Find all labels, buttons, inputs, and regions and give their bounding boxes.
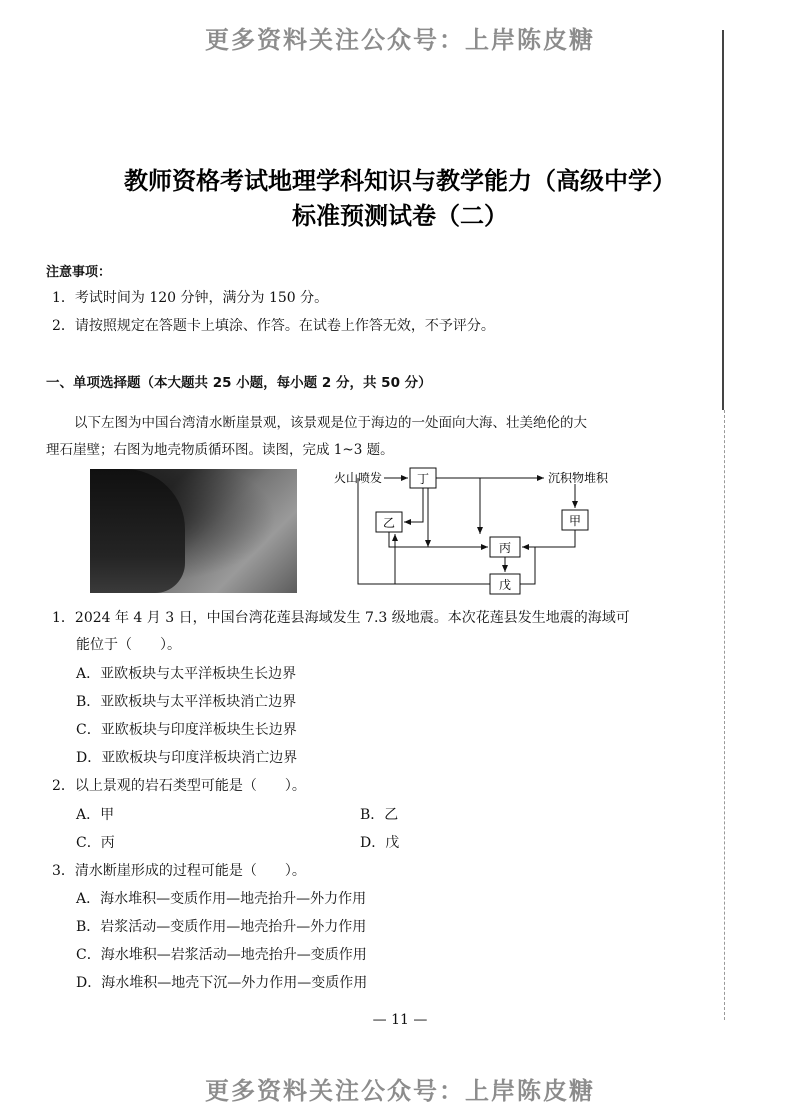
label-ding: 丁 (416, 472, 430, 486)
option-a: A．亚欧板块与太平洋板块生长边界 (76, 666, 297, 682)
paper-title-line2: 标准预测试卷（二） (292, 202, 508, 230)
option-a: A．甲 (76, 807, 115, 823)
watermark-top: 更多资料关注公众号：上岸陈皮糖 (205, 26, 595, 54)
crust-cycle-diagram (330, 462, 630, 602)
option-a: A．海水堆积—变质作用—地壳抬升—外力作用 (76, 891, 367, 907)
label-wu: 戊 (498, 578, 512, 592)
option-c: C．海水堆积—岩浆活动—地壳抬升—变质作用 (76, 947, 367, 963)
question-3-stem: 3．清水断崖形成的过程可能是（ ）。 (52, 863, 306, 879)
option-d: D．亚欧板块与印度洋板块消亡边界 (76, 750, 298, 766)
option-b: B．亚欧板块与太平洋板块消亡边界 (76, 694, 297, 710)
option-c: C．亚欧板块与印度洋板块生长边界 (76, 722, 297, 738)
option-d: D．戊 (360, 835, 400, 851)
question-2-stem: 2．以上景观的岩石类型可能是（ ）。 (52, 778, 306, 794)
binding-dotted-line (724, 410, 725, 1020)
label-yi: 乙 (382, 516, 396, 530)
option-b: B．乙 (360, 807, 399, 823)
page-number: — 11 — (372, 1012, 428, 1028)
section-heading: 一、单项选择题（本大题共 25 小题，每小题 2 分，共 50 分） (46, 375, 432, 391)
label-volcano: 火山喷发 (334, 471, 383, 485)
label-jia: 甲 (568, 514, 582, 528)
label-bing: 丙 (498, 541, 512, 555)
watermark-bottom: 更多资料关注公众号：上岸陈皮糖 (205, 1077, 595, 1105)
intro-line: 理石崖壁；右图为地壳物质循环图。读图，完成 1~3 题。 (46, 442, 394, 458)
notice-item: 1．考试时间为 120 分钟，满分为 150 分。 (52, 290, 329, 306)
notice-item: 2．请按照规定在答题卡上填涂、作答。在试卷上作答无效，不予评分。 (52, 318, 495, 334)
notice-heading: 注意事项： (46, 265, 112, 280)
intro-line: 以下左图为中国台湾清水断崖景观，该景观是位于海边的一处面向大海、壮美绝伦的大 (74, 415, 587, 431)
question-1-stem: 1．2024 年 4 月 3 日，中国台湾花莲县海域发生 7.3 级地震。本次花莲县发生地震的海域可 (52, 610, 630, 626)
paper-title-line1: 教师资格考试地理学科知识与教学能力（高级中学） (124, 167, 676, 195)
question-1-stem: 能位于（ ）。 (76, 637, 181, 653)
option-c: C．丙 (76, 835, 115, 851)
option-b: B．岩浆活动—变质作用—地壳抬升—外力作用 (76, 919, 367, 935)
label-sediment: 沉积物堆积 (548, 471, 609, 485)
option-d: D．海水堆积—地壳下沉—外力作用—变质作用 (76, 975, 368, 991)
